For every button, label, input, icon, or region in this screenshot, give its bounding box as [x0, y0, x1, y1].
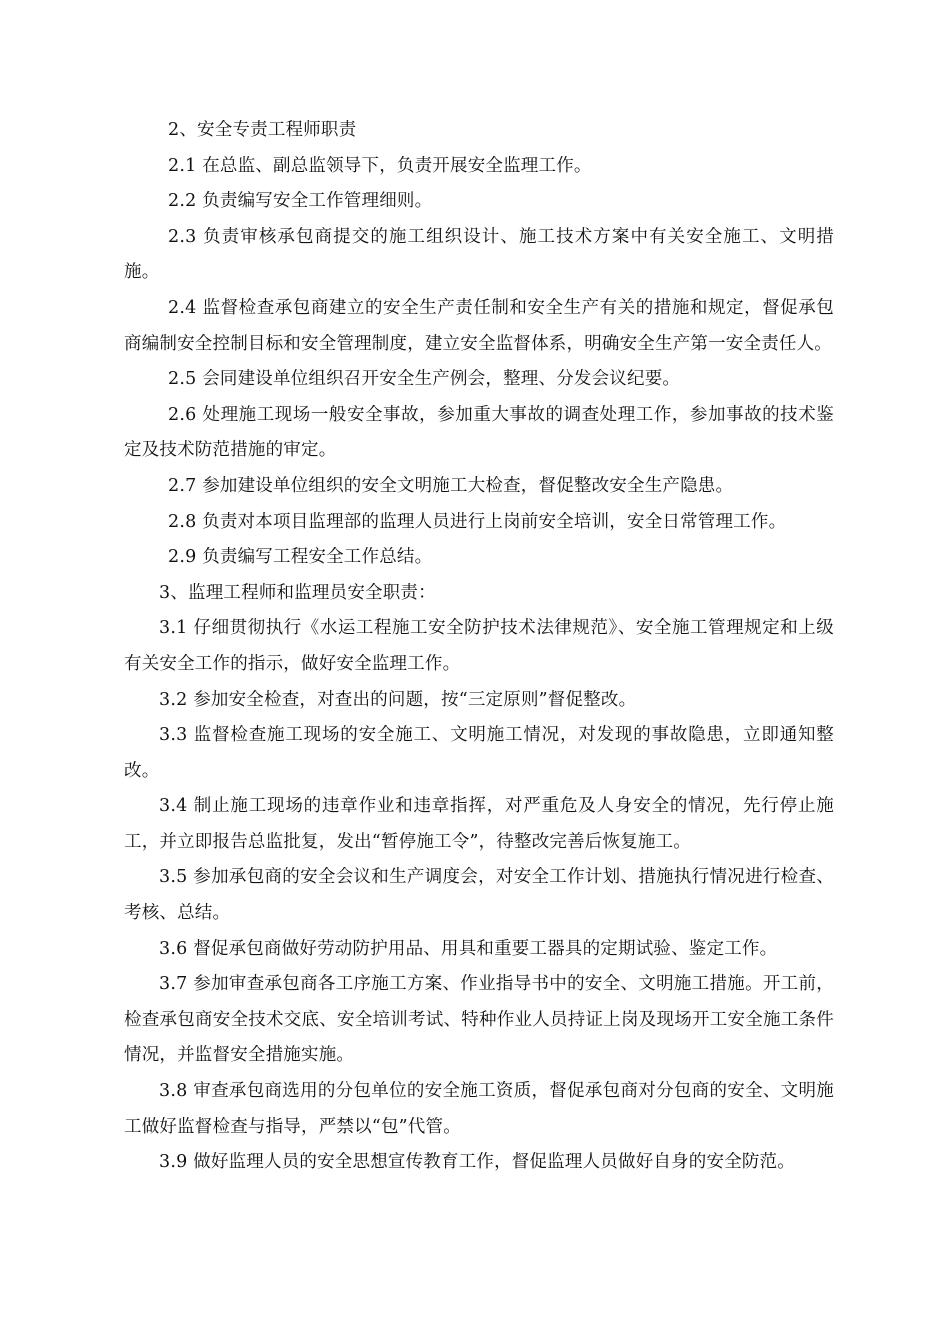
- clause-3-5: 3.5 参加承包商的安全会议和生产调度会，对安全工作计划、措施执行情况进行检查、考核、总结。: [124, 867, 834, 924]
- clause-3-3: 3.3 监督检查施工现场的安全施工、文明施工情况，对发现的事故隐患，立即通知整改。: [124, 725, 834, 781]
- clause-2-9: 2.9 负责编写工程安全工作总结。: [168, 547, 433, 568]
- clause-3-9: 3.9 做好监理人员的安全思想宣传教育工作，督促监理人员做好自身的安全防范。: [159, 1152, 795, 1173]
- clause-2-2: 2.2 负责编写安全工作管理细则。: [168, 191, 433, 212]
- document-body: [124, 113, 834, 1181]
- clause-3-2: 3.2 参加安全检查，对查出的问题，按“三定原则”督促整改。: [159, 689, 637, 710]
- clause-3-6: 3.6 督促承包商做好劳动防护用品、用具和重要工器具的定期试验、鉴定工作。: [159, 938, 778, 959]
- clause-3-4: 3.4 制止施工现场的违章作业和违章指挥，对严重危及人身安全的情况，先行停止施工，并立即报告总监批复，发出“暂停施工令”，待整改完善后恢复施工。: [124, 796, 834, 852]
- clause-2-7: 2.7 参加建设单位组织的安全文明施工大检查，督促整改安全生产隐患。: [168, 475, 734, 496]
- clause-2-5: 2.5 会同建设单位组织召开安全生产例会，整理、分发会议纪要。: [168, 369, 681, 390]
- clause-2-3: 2.3 负责审核承包商提交的施工组织设计、施工技术方案中有关安全施工、文明措施。: [124, 226, 834, 283]
- section-2-heading: 2、安全专责工程师职责: [168, 120, 357, 140]
- clause-2-1: 2.1 在总监、副总监领导下，负责开展安全监理工作。: [168, 155, 592, 176]
- section-3-heading: 3、监理工程师和监理员安全职责：: [159, 582, 436, 603]
- clause-2-6: 2.6 处理施工现场一般安全事故，参加重大事故的调查处理工作，参加事故的技术鉴定及技术防范措施的审定。: [124, 404, 834, 461]
- clause-3-8: 3.8 审查承包商选用的分包单位的安全施工资质，督促承包商对分包商的安全、文明施工做好监督检查与指导，严禁以“包”代管。: [124, 1081, 834, 1137]
- clause-3-7: 3.7 参加审查承包商各工序施工方案、作业指导书中的安全、文明施工措施。开工前，检查承包商安全技术交底、安全培训考试、特种作业人员持证上岗及现场开工安全施工条件情况，并监督安全措施实施。: [124, 974, 834, 1066]
- clause-2-8: 2.8 负责对本项目监理部的监理人员进行上岗前安全培训，安全日常管理工作。: [168, 511, 787, 532]
- clause-3-1: 3.1 仔细贯彻执行《水运工程施工安全防护技术法律规范》、安全施工管理规定和上级有关安全工作的指示，做好安全监理工作。: [124, 618, 834, 674]
- clause-2-4: 2.4 监督检查承包商建立的安全生产责任制和安全生产有关的措施和规定，督促承包商编制安全控制目标和安全管理制度，建立安全监督体系，明确安全生产第一安全责任人。: [124, 297, 834, 354]
